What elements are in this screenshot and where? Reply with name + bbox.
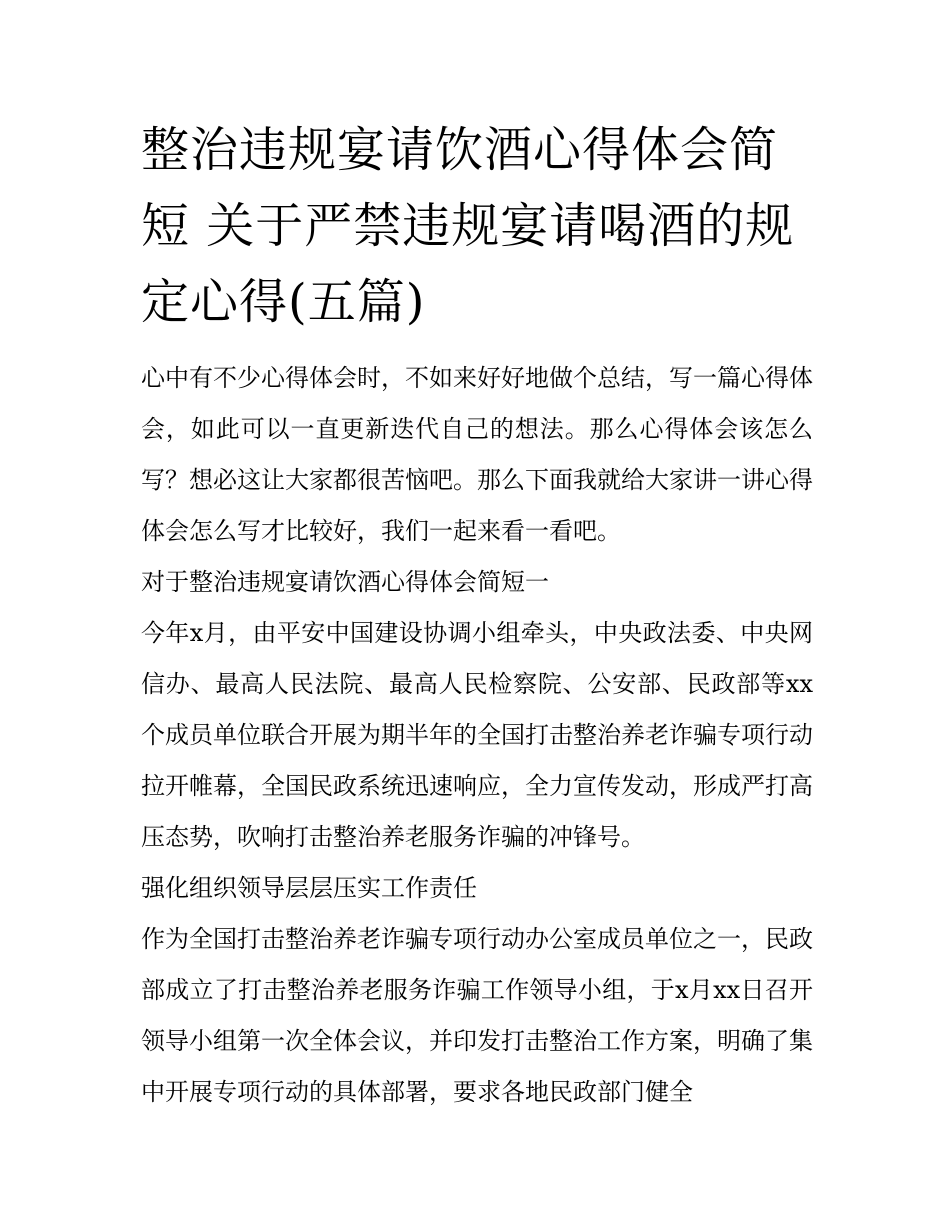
intro-paragraph: 心中有不少心得体会时，不如来好好地做个总结，写一篇心得体会，如此可以一直更新迭代自己的想法。那么心得体会该怎么写？想必这让大家都很苦恼吧。那么下面我就给大家讲一讲心得体会怎么写才比较好，我们一起来看一看吧。 [141, 364, 813, 545]
section-heading-1: 对于整治违规宴请饮酒心得体会简短一 [141, 568, 549, 596]
section-heading-2: 强化组织领导层层压实工作责任 [141, 874, 477, 902]
body-paragraph-2: 作为全国打击整治养老诈骗专项行动办公室成员单位之一，民政部成立了打击整治养老服务诈骗工作领导小组，于x月xx日召开领导小组第一次全体会议，并印发打击整治工作方案，明确了集中开展专项行动的具体部署，要求各地民政部门健全 [141, 925, 813, 1106]
document-title: 整治违规宴请饮酒心得体会简短 关于严禁违规宴请喝酒的规定心得(五篇) [141, 122, 795, 330]
body-paragraph-1: 今年x月，由平安中国建设协调小组牵头，中央政法委、中央网信办、最高人民法院、最高人民检察院、公安部、民政部等xx个成员单位联合开展为期半年的全国打击整治养老诈骗专项行动拉开帷幕，全国民政系统迅速响应，全力宣传发动，形成严打高压态势，吹响打击整治养老服务诈骗的冲锋号。 [141, 619, 813, 851]
document-body [141, 112, 813, 1118]
